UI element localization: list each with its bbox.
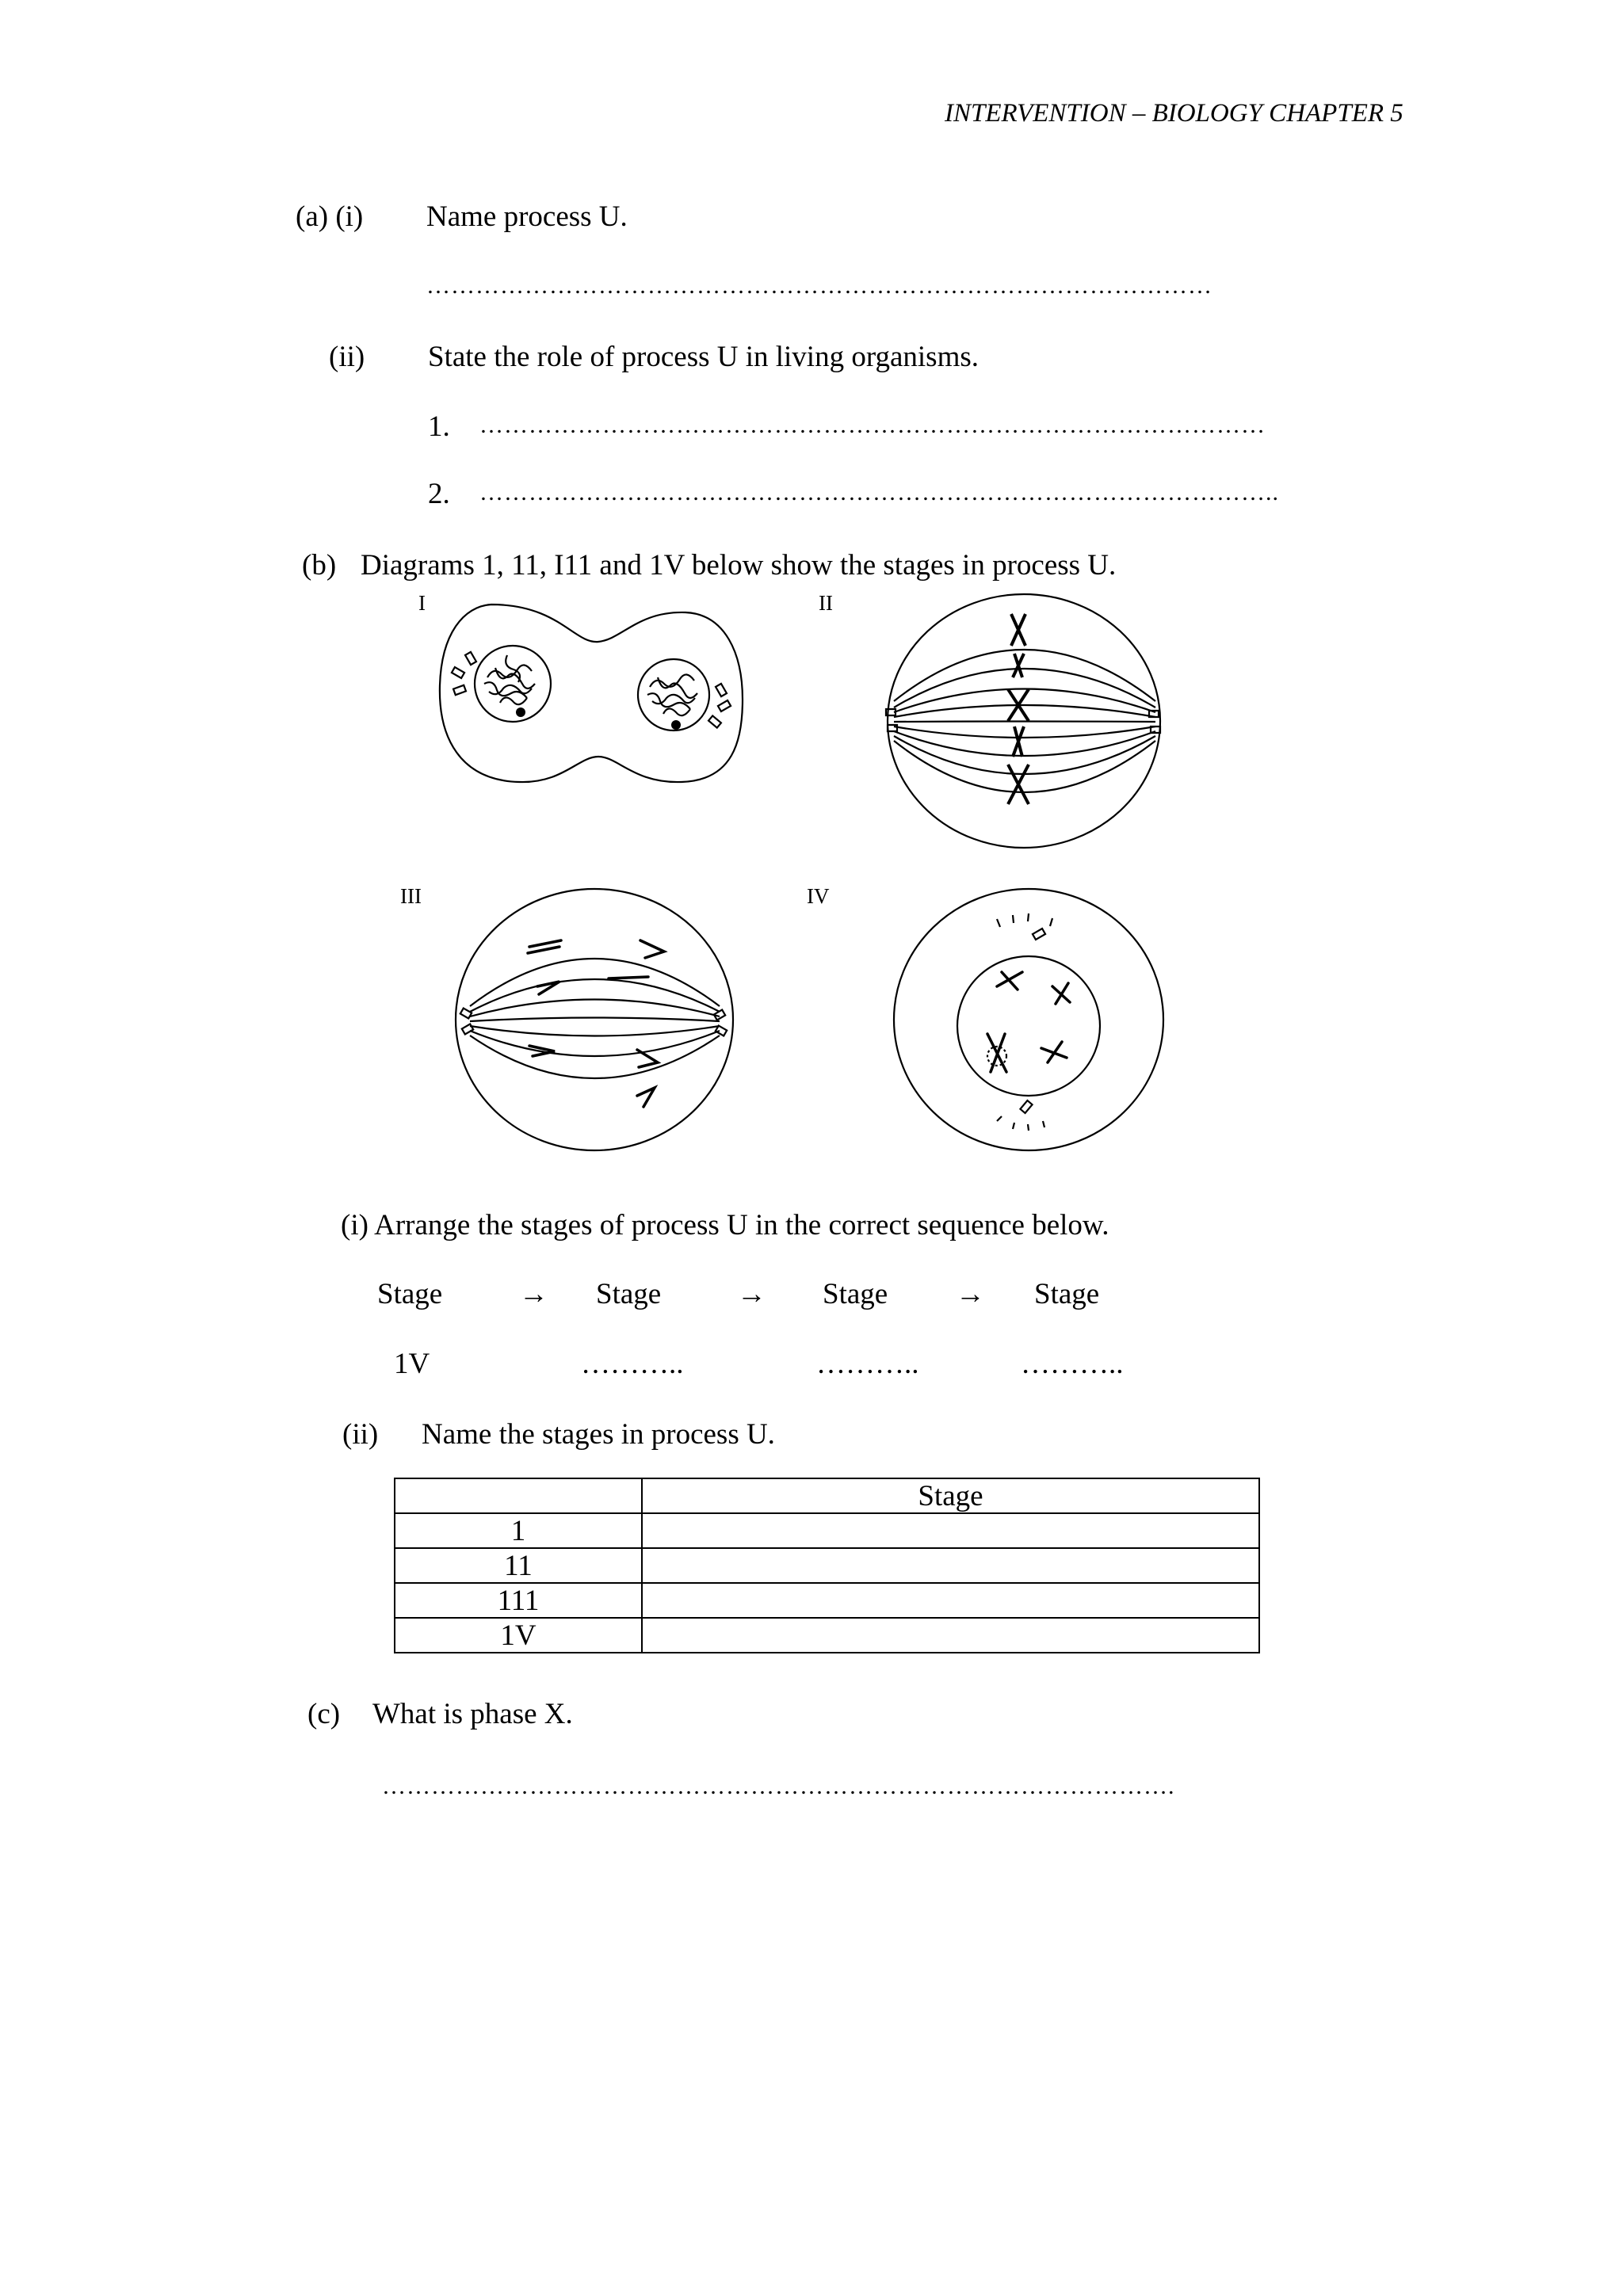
table-header-cell: Stage [642,1478,1259,1513]
sequence-blank-3[interactable]: ……….. [816,1348,919,1380]
question-a-ii-label: (ii) [329,341,365,373]
diagram-stage-4 [886,883,1167,1157]
table-cell-number: 1V [395,1618,642,1653]
question-b-label: (b) [302,549,337,582]
sequence-arrow-1: → [519,1278,548,1310]
table-cell-answer[interactable] [642,1548,1259,1583]
question-b-ii-label: (ii) [342,1418,379,1451]
diagram-stage-1 [432,598,749,800]
table-row [395,1583,1259,1618]
diagram-label-3: III [400,884,422,908]
question-c-label: (c) [307,1698,341,1730]
question-b-text: Diagrams 1, 11, I11 and 1V below show the stages in process U. [361,549,1117,582]
answer-line-c[interactable]: ……………………………………………………………………………………. [382,1773,1175,1799]
table-row [395,1618,1259,1653]
question-c-text: What is phase X. [372,1698,573,1730]
sequence-stage-2: Stage [596,1278,662,1310]
question-a-i-text: Name process U. [426,200,628,233]
table-row [395,1548,1259,1583]
sequence-stage-1: Stage [377,1278,443,1310]
diagram-label-1: I [418,591,426,615]
sequence-first-stage: 1V [394,1348,430,1380]
table-header-cell [395,1478,642,1513]
answer-number-2: 2. [428,478,450,510]
table-row [395,1513,1259,1548]
answer-line-a-ii-1[interactable]: …………………………………………………………………………………… [479,412,1266,438]
answer-line-a-i[interactable]: …………………………………………………………………………………… [426,273,1212,299]
stage-table [394,1478,1260,1653]
diagram-stage-2 [880,590,1165,852]
answer-line-a-ii-2[interactable]: …………………………………………………………………………………….. [479,479,1279,505]
sequence-arrow-2: → [737,1278,766,1310]
table-cell-answer[interactable] [642,1583,1259,1618]
sequence-stage-3: Stage [823,1278,888,1310]
sequence-blank-2[interactable]: ……….. [581,1348,684,1380]
page-header: INTERVENTION – BIOLOGY CHAPTER 5 [945,99,1403,128]
table-cell-answer[interactable] [642,1513,1259,1548]
table-cell-number: 11 [395,1548,642,1583]
question-a-i-label: (a) (i) [296,200,364,233]
answer-number-1: 1. [428,410,450,443]
diagram-stage-3 [450,883,739,1157]
sequence-stage-4: Stage [1034,1278,1100,1310]
table-cell-number: 111 [395,1583,642,1618]
table-header-row [395,1478,1259,1513]
question-b-i-text: (i) Arrange the stages of process U in the correct sequence below. [341,1209,1109,1241]
sequence-blank-4[interactable]: ……….. [1021,1348,1124,1380]
table-cell-answer[interactable] [642,1618,1259,1653]
question-b-ii-text: Name the stages in process U. [422,1418,775,1451]
table-cell-number: 1 [395,1513,642,1548]
sequence-arrow-3: → [956,1278,985,1310]
diagram-label-2: II [819,591,833,615]
diagram-label-4: IV [807,884,830,908]
question-a-ii-text: State the role of process U in living organisms. [428,341,980,373]
